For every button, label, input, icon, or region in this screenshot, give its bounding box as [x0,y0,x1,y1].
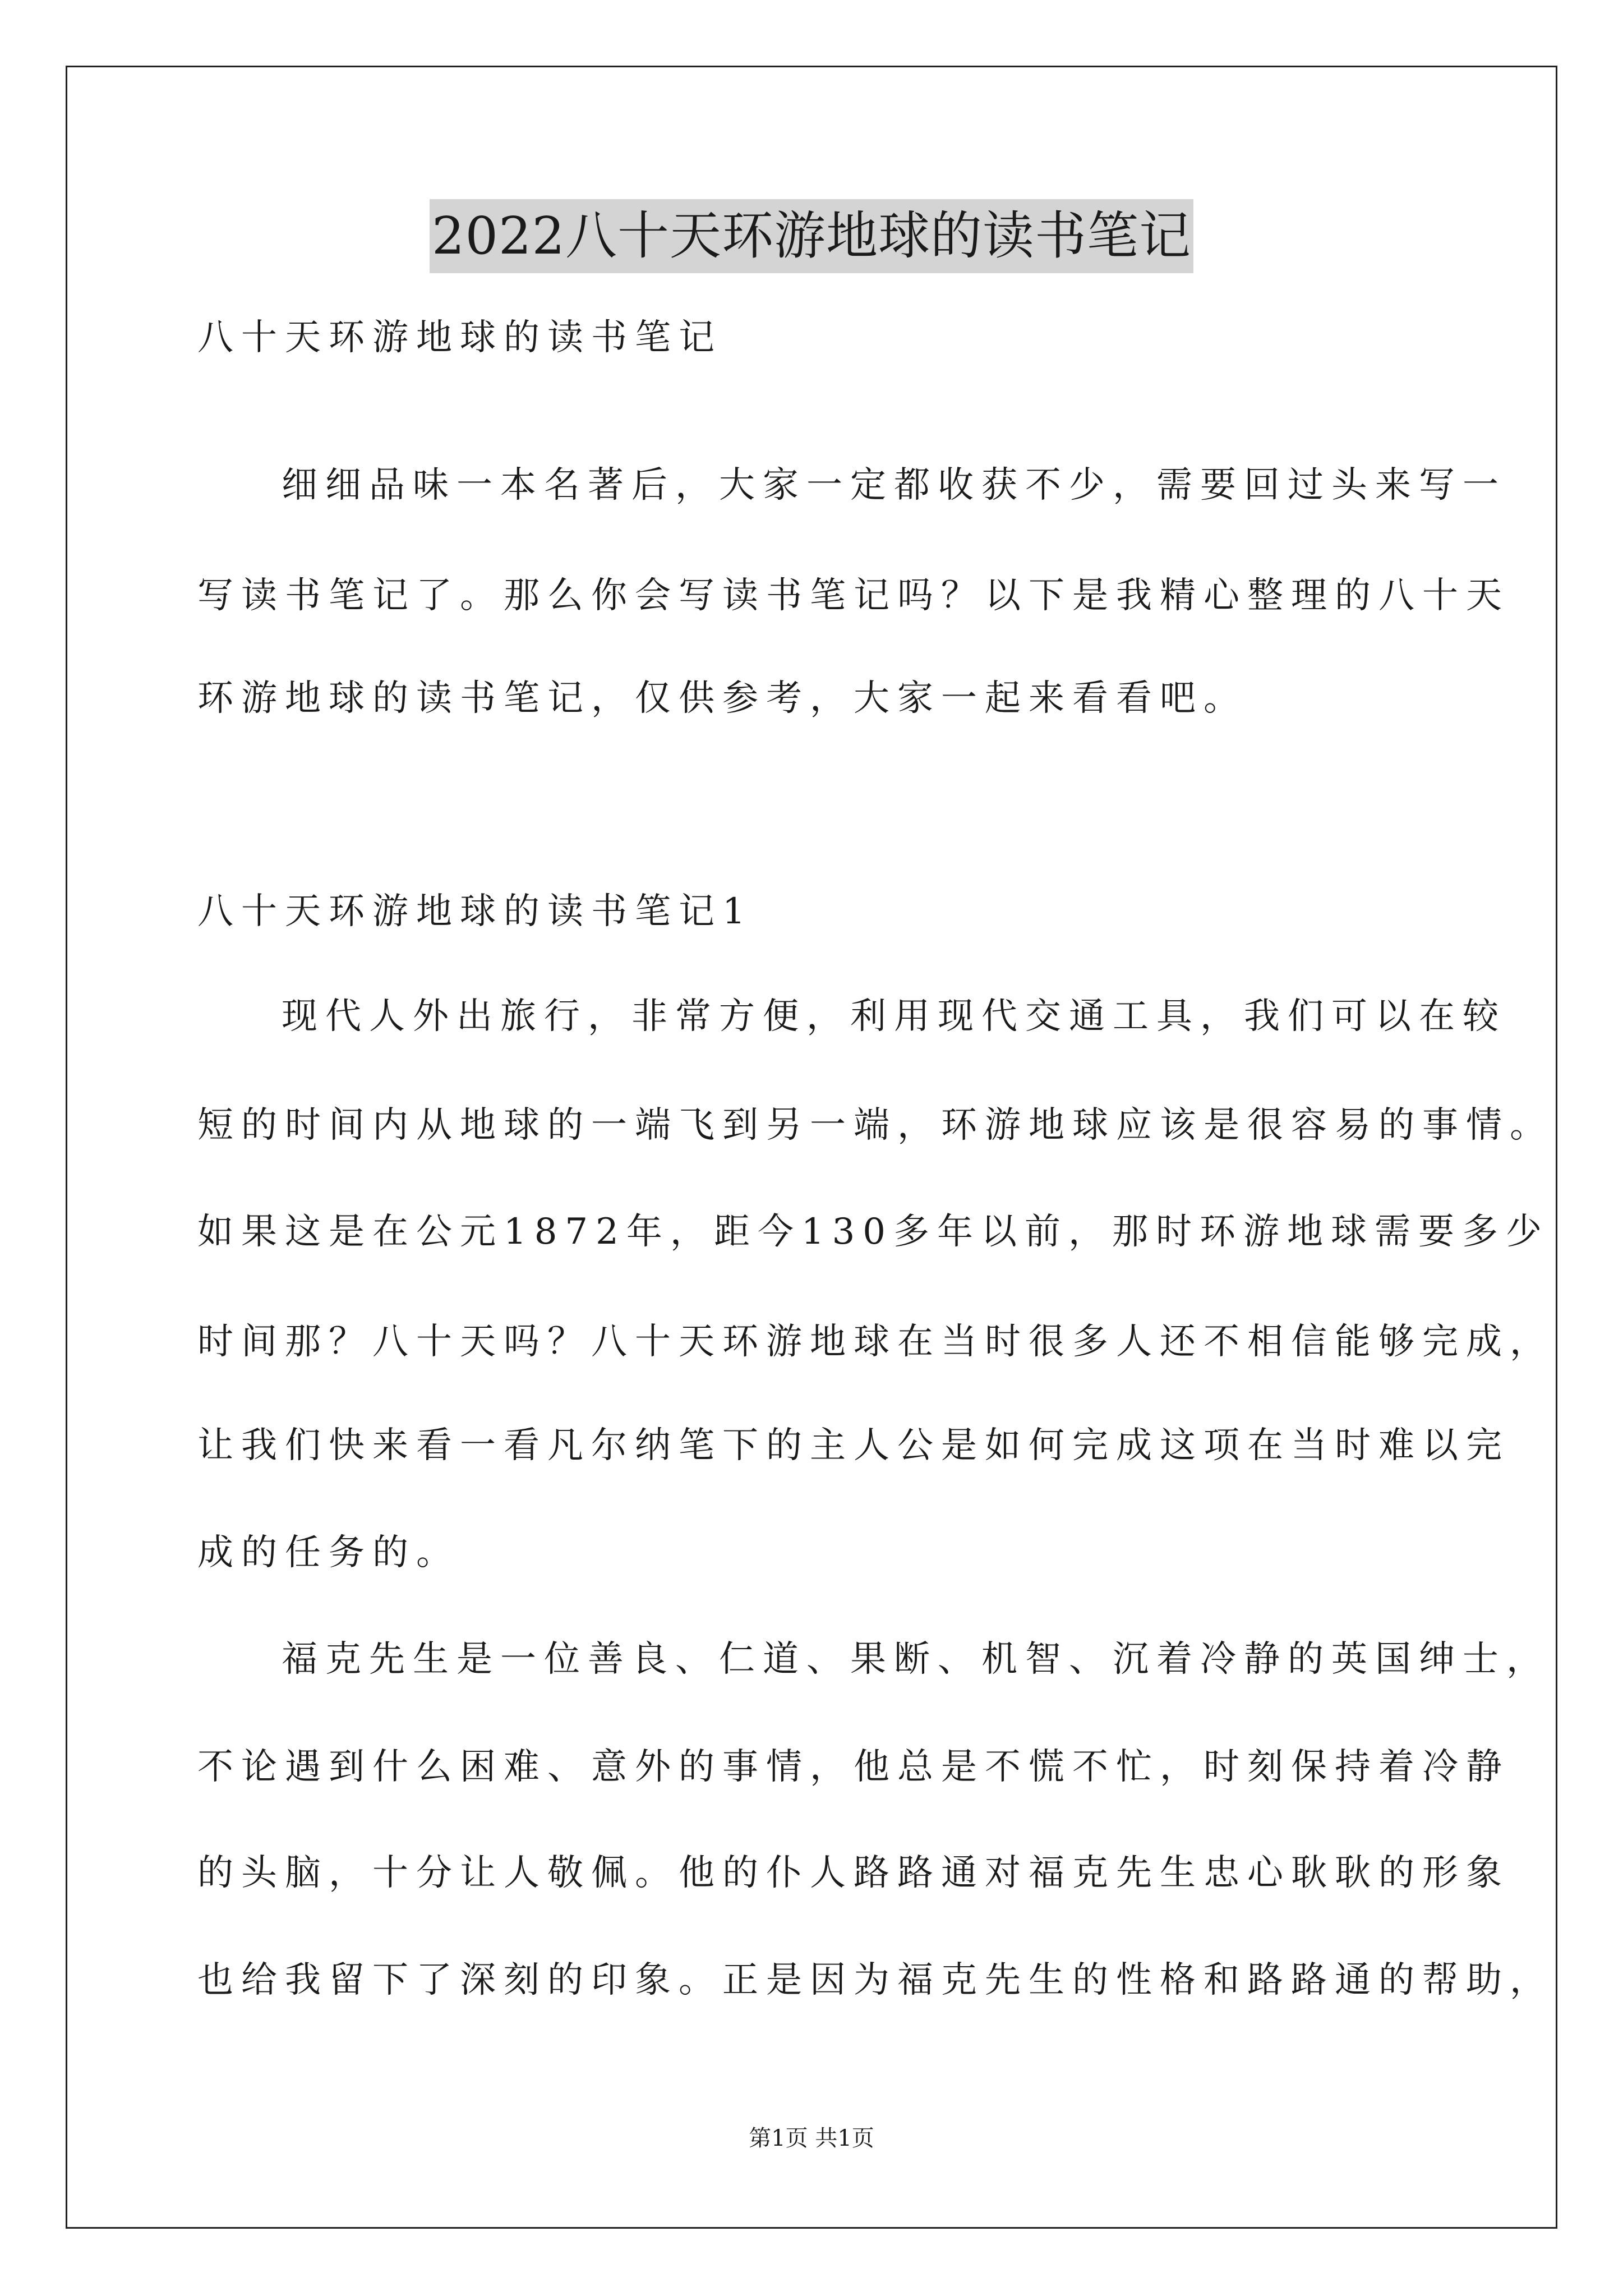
paragraph-line: 时间那？八十天吗？八十天环游地球在当时很多人还不相信能够完成， [197,1321,1553,1363]
section-heading: 八十天环游地球的读书笔记 [197,317,722,358]
paragraph-line: 不论遇到什么困难、意外的事情，他总是不慌不忙，时刻保持着冷静 [197,1746,1510,1788]
paragraph-line: 写读书笔记了。那么你会写读书笔记吗？以下是我精心整理的八十天 [197,575,1510,616]
page-footer: 第1页 共1页 [749,2125,874,2151]
paragraph-line: 短的时间内从地球的一端飞到另一端，环游地球应该是很容易的事情。 [197,1105,1553,1146]
paragraph-line: 让我们快来看一看凡尔纳笔下的主人公是如何完成这项在当时难以完 [197,1425,1510,1466]
section-heading: 八十天环游地球的读书笔记1 [197,891,753,932]
document-title: 2022八十天环游地球的读书笔记 [430,199,1193,273]
paragraph-line: 如果这是在公元1872年，距今130多年以前，那时环游地球需要多少 [197,1211,1550,1253]
paragraph-line: 的头脑，十分让人敬佩。他的仆人路路通对福克先生忠心耿耿的形象 [197,1852,1510,1894]
paragraph-line: 环游地球的读书笔记，仅供参考，大家一起来看看吧。 [197,678,1247,719]
paragraph-line: 成的任务的。 [197,1532,460,1573]
paragraph-line: 细细品味一本名著后，大家一定都收获不少，需要回过头来写一 [282,464,1506,506]
title-container [0,199,1623,273]
paragraph-line: 也给我留下了深刻的印象。正是因为福克先生的性格和路路通的帮助， [197,1959,1553,2001]
paragraph-line: 现代人外出旅行，非常方便，利用现代交通工具，我们可以在较 [282,996,1506,1037]
paragraph-line: 福克先生是一位善良、仁道、果断、机智、沉着冷静的英国绅士， [282,1639,1550,1680]
